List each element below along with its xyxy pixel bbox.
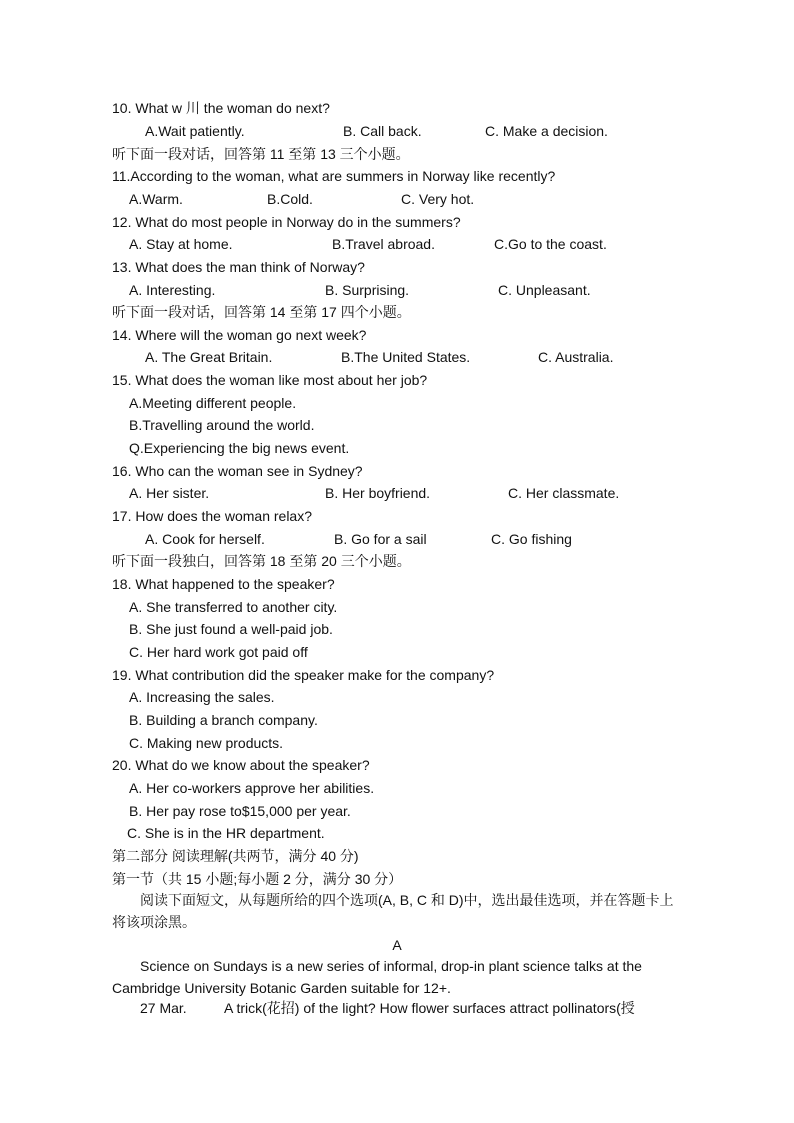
- question-20-option-b: B. Her pay rose to$15,000 per year.: [129, 803, 351, 819]
- question-18-option-c: C. Her hard work got paid off: [129, 644, 308, 660]
- question-17-option-b: B. Go for a sail: [334, 531, 427, 547]
- section-one-title: 第一节（共 15 小题;每小题 2 分，满分 30 分）: [112, 871, 403, 887]
- question-11-option-c: C. Very hot.: [401, 191, 475, 207]
- question-20-option-c: C. She is in the HR department.: [127, 825, 325, 841]
- question-10-option-b: B. Call back.: [343, 123, 422, 139]
- question-15-option-b: B.Travelling around the world.: [129, 417, 315, 433]
- question-14-option-b: B.The United States.: [341, 349, 471, 365]
- question-16-option-c: C. Her classmate.: [508, 485, 620, 501]
- question-13-stem: 13. What does the man think of Norway?: [112, 259, 365, 275]
- section-heading-11-13: 听下面一段对话，回答第 11 至第 13 三个小题。: [112, 146, 410, 162]
- question-18-option-a: A. She transferred to another city.: [129, 599, 338, 615]
- passage-intro: Science on Sundays is a new series of informal, drop-in plant science talks at the Cambridge University Botanic Garden suitable for 12+.: [112, 958, 642, 996]
- question-10-stem: 10. What w 川 the woman do next?: [112, 100, 330, 116]
- question-15-stem: 15. What does the woman like most about her job?: [112, 372, 428, 388]
- question-10-option-a: A.Wait patiently.: [145, 123, 245, 139]
- question-11-stem: 11.According to the woman, what are summers in Norway like recently?: [112, 168, 556, 184]
- question-10-option-c: C. Make a decision.: [485, 123, 608, 139]
- question-13-option-c: C. Unpleasant.: [498, 282, 591, 298]
- event-title: A trick(花招) of the light? How flower surfaces attract pollinators(授: [224, 1000, 635, 1016]
- question-14-option-c: C. Australia.: [538, 349, 614, 365]
- question-12-option-b: B.Travel abroad.: [332, 236, 435, 252]
- question-12-stem: 12. What do most people in Norway do in the summers?: [112, 214, 461, 230]
- question-19-option-a: A. Increasing the sales.: [129, 689, 275, 705]
- question-17-option-c: C. Go fishing: [491, 531, 572, 547]
- question-18-stem: 18. What happened to the speaker?: [112, 576, 335, 592]
- question-11-option-a: A.Warm.: [129, 191, 183, 207]
- question-19-stem: 19. What contribution did the speaker make for the company?: [112, 667, 495, 683]
- question-15-option-c: Q.Experiencing the big news event.: [129, 440, 350, 456]
- passage-label: A: [392, 937, 402, 953]
- section-heading-14-17: 听下面一段对话，回答第 14 至第 17 四个小题。: [112, 304, 411, 320]
- question-20-stem: 20. What do we know about the speaker?: [112, 757, 370, 773]
- question-15-option-a: A.Meeting different people.: [129, 395, 297, 411]
- question-17-stem: 17. How does the woman relax?: [112, 508, 312, 524]
- question-14-option-a: A. The Great Britain.: [145, 349, 273, 365]
- question-18-option-b: B. She just found a well-paid job.: [129, 621, 333, 637]
- question-17-option-a: A. Cook for herself.: [145, 531, 265, 547]
- part-two-title: 第二部分 阅读理解(共两节，满分 40 分): [112, 848, 359, 864]
- question-19-option-c: C. Making new products.: [129, 735, 284, 751]
- question-14-stem: 14. Where will the woman go next week?: [112, 327, 367, 343]
- question-12-option-a: A. Stay at home.: [129, 236, 233, 252]
- question-16-option-b: B. Her boyfriend.: [325, 485, 431, 501]
- event-date: 27 Mar.: [140, 1000, 187, 1016]
- question-16-option-a: A. Her sister.: [129, 485, 210, 501]
- reading-instructions: 阅读下面短文，从每题所给的四个选项(A, B, C 和 D)中，选出最佳选项，并在答题卡上将该项涂黑。: [112, 892, 674, 930]
- question-19-option-b: B. Building a branch company.: [129, 712, 318, 728]
- question-12-option-c: C.Go to the coast.: [494, 236, 607, 252]
- question-16-stem: 16. Who can the woman see in Sydney?: [112, 463, 363, 479]
- question-13-option-a: A. Interesting.: [129, 282, 216, 298]
- section-heading-18-20: 听下面一段独白，回答第 18 至第 20 三个小题。: [112, 553, 411, 569]
- question-13-option-b: B. Surprising.: [325, 282, 410, 298]
- question-11-option-b: B.Cold.: [267, 191, 313, 207]
- question-20-option-a: A. Her co-workers approve her abilities.: [129, 780, 375, 796]
